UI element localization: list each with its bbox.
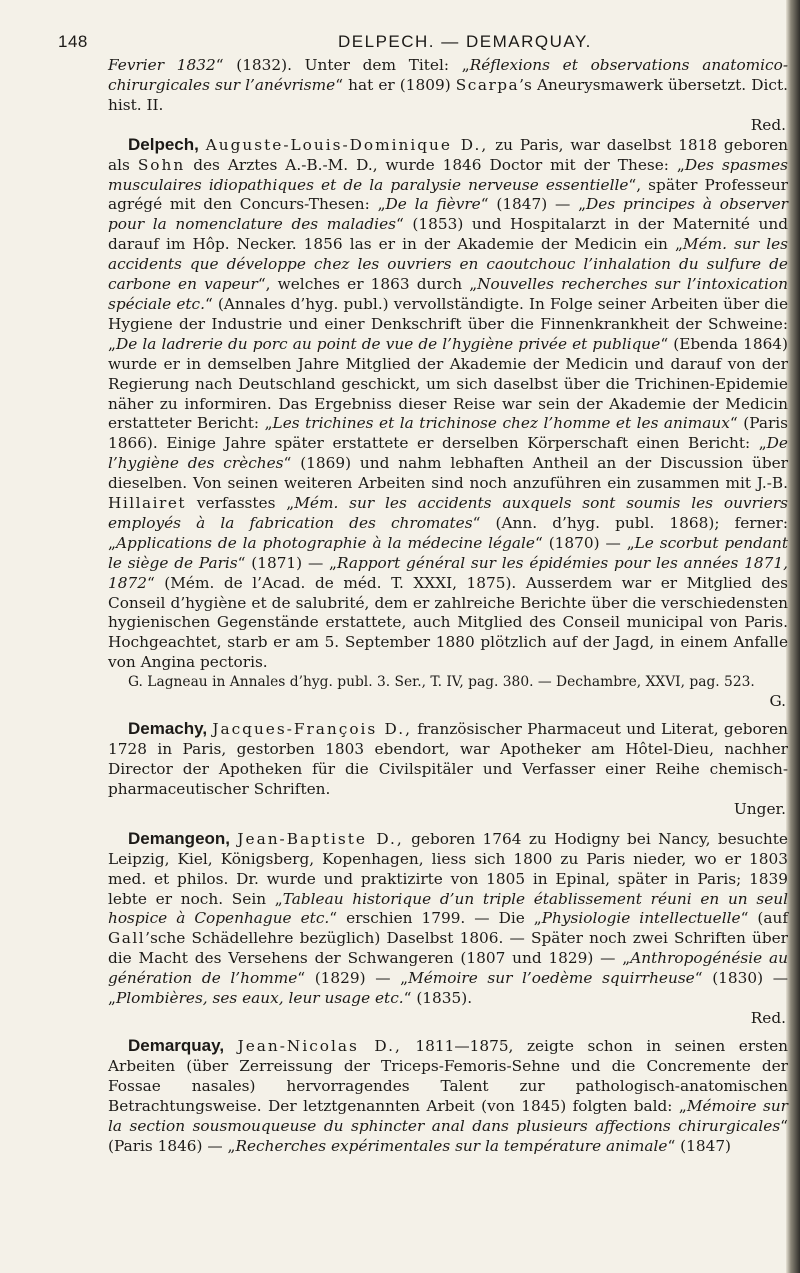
- entry-author: G.: [769, 692, 786, 711]
- entry-sources: G. Lagneau in Annales d’hyg. publ. 3. Ser., T. IV, pag. 380. — Dechambre, XXVI, pag. 523.: [128, 674, 755, 691]
- entry-text: [108, 135, 788, 673]
- entry-body: zu Paris, war daselbst 1818 geboren als Sohn des Arztes A.-B.-M. D., wurde 1846 Doctor mit der These: „Des spasmes musculaires idiopathiques et de la paralysie nerveuse essentielle“, später Professeur agrégé mit den Concurs-Thesen: „De la fièvre“ (1847) — „Des principes à observer pour la nomenclature des maladies“ (1853) und Hospitalarzt in der Maternité und darauf im Hôp. Necker. 1856 las er in der Akademie der Medicin ein „Mém. sur les accidents que développe chez les ouvriers en caoutchouc l’inhalation du sulfure de carbone en vapeur“, welches er 1863 durch „Nouvelles recherches sur l’intoxication spéciale etc.“ (Annales d’hyg. publ.) vervollständigte. In Folge seiner Arbeiten über die Hygiene der Industrie und einer Denkschrift über die Finnenkrankheit der Schweine: „De la ladrerie du porc au point de vue de l’hygiène privée et publique“ (Ebenda 1864) wurde er in demselben Jahre Mitglied der Akademie der Medicin und darauf von der Regierung nach Deutschland geschickt, um sich daselbst über die Trichinen-Epidemie näher zu informiren. Das Ergebniss dieser Reise war sein der Akademie der Medicin erstatteter Bericht: „Les trichines et la trichinose chez l’homme et les animaux“ (Paris 1866). Einige Jahre später erstattete er derselben Körperschaft einen Bericht: „De l’hygiène des crèches“ (1869) und nahm lebhaften Antheil an der Discussion über dieselben. Von seinen weiteren Arbeiten sind noch anzuführen ein zusammen mit J.-B. Hillairet verfasstes „Mém. sur les accidents auxquels sont soumis les ouvriers employés à la fabrication des chromates“ (Ann. d’hyg. publ. 1868); ferner: „Applications de la photographie à la médecine légale“ (1870) — „Le scorbut pendant le siège de Paris“ (1871) — „Rapport général sur les épidémies pour les années 1871, 1872“ (Mém. de l’Acad. de méd. T. XXXI, 1875). Ausserdem war er Mitglied des Conseil d’hygiène et de salubrité, dem er zahlreiche Berichte über die verschiedensten hygienischen Gegenstände erstattete, auch Mitglied des Conseil municipal von Paris. Hochgeachtet, starb er am 5. September 1880 plötzlich auf der Jagd, in einem Anfalle von Angina pectoris.: [108, 135, 788, 672]
- entry-text: Fevrier 1832“ (1832). Unter dem Titel: „Réflexions et observations anatomico-chirurgicales sur l’anévrisme“ hat er (1809) Scarpa’s Aneurysmawerk übersetzt. Dict. hist. II.: [108, 56, 789, 114]
- entry-lemma: Demarquay,: [128, 1035, 225, 1055]
- entry-given-names: Jean-Baptiste D.,: [237, 829, 404, 848]
- entry-demangeon: [108, 829, 788, 1028]
- entry-given-names: Jacques-François D.,: [212, 720, 412, 739]
- entry-given-names: Jean-Nicolas D.,: [237, 1036, 402, 1055]
- page-number: 148: [58, 32, 88, 51]
- entry-text: [108, 719, 788, 800]
- entry-given-names: Auguste-Louis-Dominique D.,: [205, 135, 489, 154]
- entry-author: Red.: [750, 1008, 786, 1027]
- entry-demachy: [108, 719, 788, 819]
- entry-delpech: [108, 135, 788, 711]
- entry-body: französischer Pharmaceut und Literat, geboren 1728 in Paris, gestorben 1803 ebendort, war Apotheker am Hôtel-Dieu, nachher Director der Apotheken für die Civilspitäler und Verfasser einer Reihe chemisch-pharmaceutischer Schriften.: [108, 720, 788, 798]
- entry-author: Red.: [750, 115, 786, 134]
- entry-demarquay: [108, 1036, 788, 1156]
- entry-continuation: [108, 56, 788, 135]
- scan-edge: [786, 0, 800, 1273]
- running-head: DELPECH. — DEMARQUAY.: [338, 32, 592, 51]
- entry-text: [108, 829, 788, 1009]
- entry-body: 1811—1875, zeigte schon in seinen ersten Arbeiten (über Zerreissung der Triceps-Femoris-Sehne und die Concremente der Fossae nasales) hervorragendes Talent zur pathologisch-anatomischen Betrachtungsweise. Der letztgenannten Arbeit (von 1845) folgten bald: „Mémoire sur la section sousmouqueuse du sphincter anal dans plusieurs affections chirurgicales“ (Paris 1846) — „Recherches expérimentales sur la température animale“ (1847): [108, 1036, 788, 1155]
- entry-body: geboren 1764 zu Hodigny bei Nancy, besuchte Leipzig, Kiel, Königsberg, Kopenhagen, liess sich 1800 zu Paris nieder, wo er 1803 med. et philos. Dr. wurde und praktizirte von 1805 in Epinal, später in Paris; 1839 lebte er noch. Sein „Tableau historique d’un triple établissement réuni en un seul hospice à Copenhague etc.“ erschien 1799. — Die „Physiologie intellectuelle“ (auf Gall’sche Schädellehre bezüglich) Daselbst 1806. — Später noch zwei Schriften über die Macht des Versehens der Schwangeren (1807 und 1829) — „Anthropogénésie au génération de l’homme“ (1829) — „Mémoire sur l’oedème squirrheuse“ (1830) — „Plombières, ses eaux, leur usage etc.“ (1835).: [108, 829, 789, 1008]
- entry-text: [108, 1036, 788, 1156]
- entry-lemma: Demangeon,: [128, 828, 231, 848]
- entry-lemma: Demachy,: [128, 719, 208, 739]
- page-body: [108, 56, 788, 1156]
- entry-lemma: Delpech,: [128, 134, 199, 154]
- entry-author: Unger.: [733, 799, 786, 818]
